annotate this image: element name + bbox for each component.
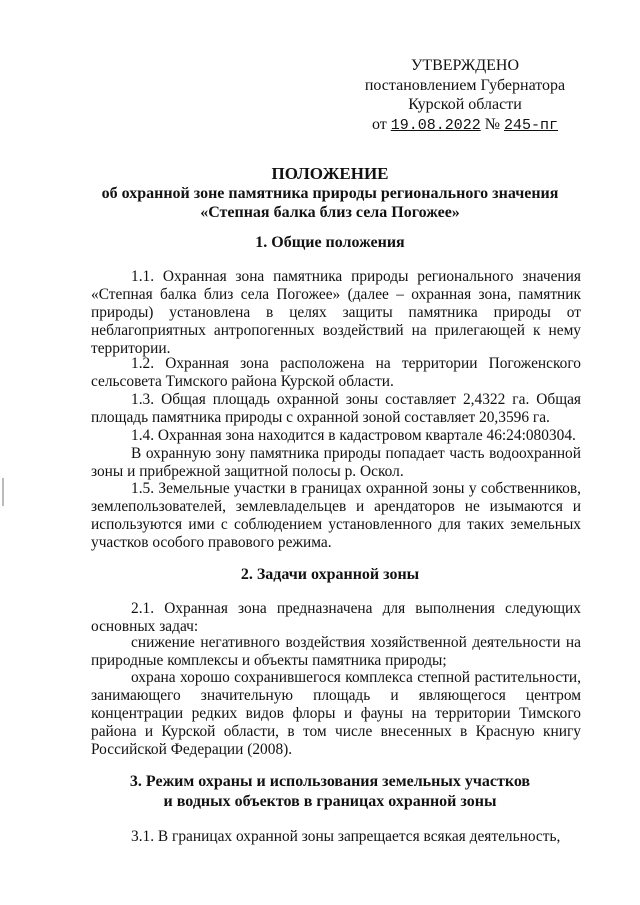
approval-resolution: постановлением Губернатора	[364, 76, 566, 94]
approval-date: 19.08.2022	[390, 116, 481, 134]
approval-number: 245-пг	[504, 116, 559, 134]
section-3-heading-line-2: и водных объектов в границах охранной зоны	[163, 793, 497, 810]
paragraph-1-4: 1.4. Охранная зона находится в кадастровом квартале 46:24:080304.	[131, 427, 576, 444]
section-3-heading	[60, 772, 600, 812]
paragraph-1-2: 1.2. Охранная зона расположена на территории Погоженского сельсовета Тимского района Курской области.	[91, 355, 581, 390]
section-1-heading: 1. Общие положения	[255, 234, 405, 251]
paragraph-2-1-task-1: снижение негативного воздействия хозяйственной деятельности на природные комплексы и объекты памятника природы;	[91, 634, 581, 669]
title-line-3: «Степная балка близ села Погожее»	[200, 204, 460, 221]
title-line-2: об охранной зоне памятника природы регионального значения	[101, 184, 559, 202]
paragraph-1-4-note: В охранную зону памятника природы попадает часть водоохранной зоны и прибрежной защитной полосы р. Оскол.	[91, 445, 581, 480]
paragraph-1-5: 1.5. Земельные участки в границах охранной зоны у собственников, землепользователей, землевладельцев и арендаторов не изымаются и используются ими с соблюдением установленного для таких земельных участков особого правового режима.	[91, 480, 581, 551]
approval-date-line	[340, 115, 590, 136]
date-prefix: от	[371, 115, 387, 133]
document-title	[60, 164, 600, 223]
title-line-1: ПОЛОЖЕНИЕ	[271, 164, 389, 183]
number-sign: №	[484, 115, 501, 133]
approval-region: Курской области	[408, 96, 522, 113]
paragraph-2-1-task-2: охрана хорошо сохранившегося комплекса степной растительности, занимающего значительную площадь и являющегося центром концентрации редких видов флоры и фауны на территории Тимского района и Курской области, в том числе внесенных в Красную книгу Российской Федерации (2008).	[91, 669, 581, 758]
paragraph-1-1: 1.1. Охранная зона памятника природы регионального значения «Степная балка близ села Погожее» (далее – охранная зона, памятник природы) установлена в целях защиты памятника природы от неблагоприятных антропогенных воздействий на прилегающей к нему территории.	[91, 268, 581, 357]
approval-title: УТВЕРЖДЕНО	[410, 57, 519, 74]
paragraph-2-1: 2.1. Охранная зона предназначена для выполнения следующих основных задач:	[91, 600, 581, 635]
approval-stamp	[340, 56, 590, 135]
paragraph-1-3: 1.3. Общая площадь охранной зоны составляет 2,4322 га. Общая площадь памятника природы с охранной зоной составляет 20,3596 га.	[91, 391, 581, 426]
scan-margin-mark	[2, 478, 4, 506]
section-3-heading-line-1: 3. Режим охраны и использования земельных участков	[129, 773, 531, 790]
paragraph-3-1: 3.1. В границах охранной зоны запрещается всякая деятельность,	[131, 828, 561, 845]
section-2-heading: 2. Задачи охранной зоны	[240, 566, 420, 583]
